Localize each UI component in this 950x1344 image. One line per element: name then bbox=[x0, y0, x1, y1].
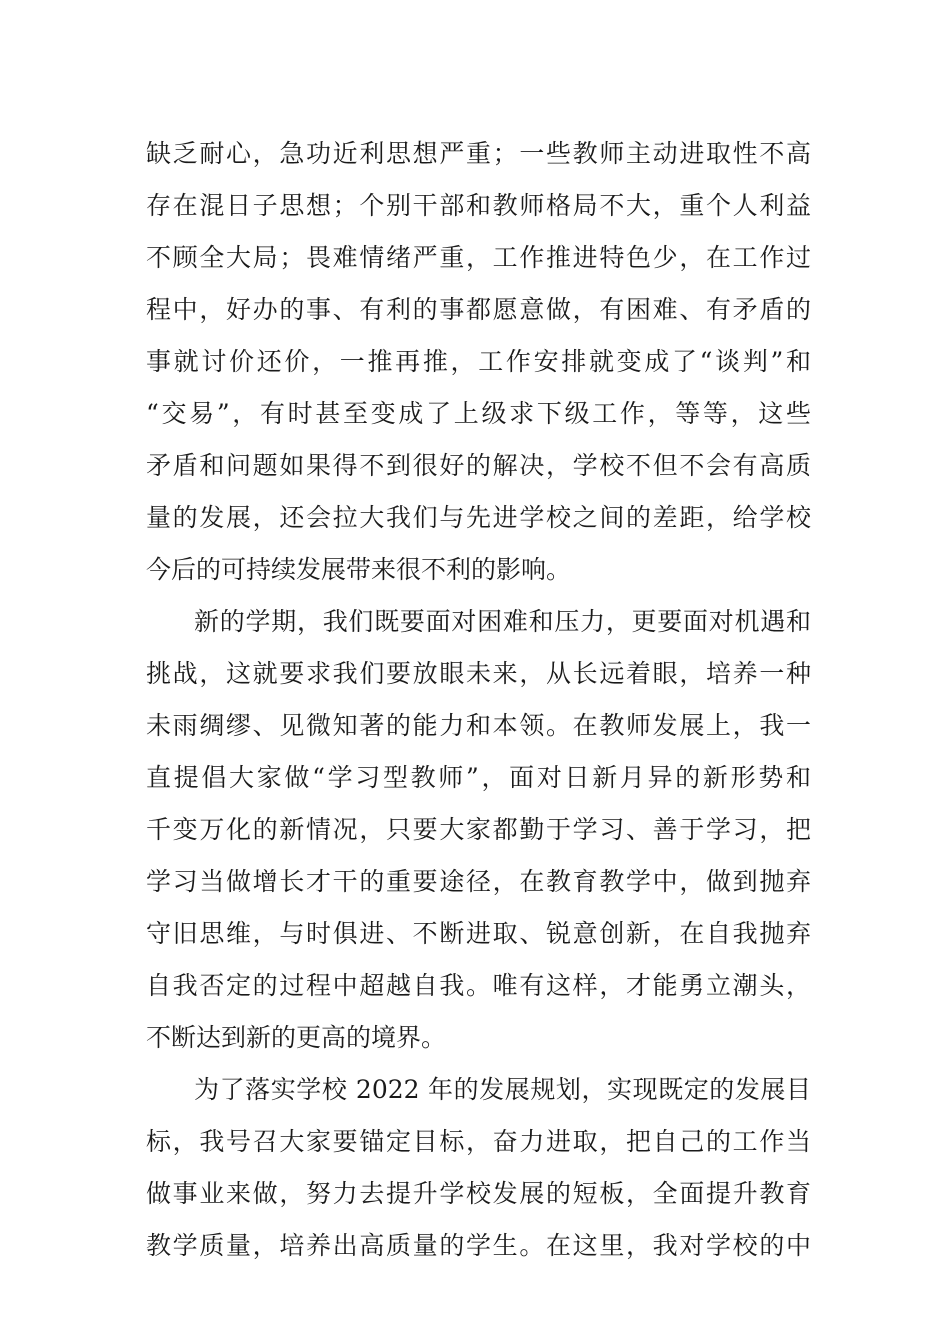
text-line: 挑战，这就要求我们要放眼未来，从长远着眼，培养一种 bbox=[146, 659, 811, 688]
text-line: 不断达到新的更高的境界。 bbox=[146, 1023, 447, 1052]
text-line: 矛盾和问题如果得不到很好的解决，学校不但不会有高质 bbox=[146, 451, 811, 480]
text-line: 量的发展，还会拉大我们与先进学校之间的差距，给学校 bbox=[146, 503, 811, 532]
text-line: 标，我号召大家要锚定目标，奋力进取，把自己的工作当 bbox=[146, 1127, 811, 1156]
text-line: 学习当做增长才干的重要途径，在教育教学中，做到抛弃 bbox=[146, 867, 811, 896]
text-line: 直提倡大家做“学习型教师”，面对日新月异的新形势和 bbox=[146, 763, 811, 792]
text-line: 程中，好办的事、有利的事都愿意做，有困难、有矛盾的 bbox=[146, 295, 811, 324]
text-line: 今后的可持续发展带来很不利的影响。 bbox=[146, 555, 572, 584]
text-line: 事就讨价还价，一推再推，工作安排就变成了“谈判”和 bbox=[146, 347, 811, 376]
text-line: 千变万化的新情况，只要大家都勤于学习、善于学习，把 bbox=[146, 815, 811, 844]
paragraph-first-line: 新的学期，我们既要面对困难和压力，更要面对机遇和 bbox=[194, 607, 811, 636]
text-line: 做事业来做，努力去提升学校发展的短板，全面提升教育 bbox=[146, 1179, 811, 1208]
text-line: 缺乏耐心，急功近利思想严重；一些教师主动进取性不高 bbox=[146, 139, 811, 168]
text-line: 自我否定的过程中超越自我。唯有这样，才能勇立潮头， bbox=[146, 971, 811, 1000]
text-line: 不顾全大局；畏难情绪严重，工作推进特色少，在工作过 bbox=[146, 243, 811, 272]
body-text bbox=[146, 128, 811, 1272]
text-line: “交易”，有时甚至变成了上级求下级工作，等等，这些 bbox=[146, 399, 811, 428]
text-line: 守旧思维，与时俱进、不断进取、锐意创新，在自我抛弃 bbox=[146, 919, 811, 948]
text-line: 未雨绸缪、见微知著的能力和本领。在教师发展上，我一 bbox=[146, 711, 811, 740]
text-line: 存在混日子思想；个别干部和教师格局不大，重个人利益 bbox=[146, 191, 811, 220]
text-line: 教学质量，培养出高质量的学生。在这里，我对学校的中 bbox=[146, 1231, 811, 1260]
paragraph-first-line: 为了落实学校 2022 年的发展规划，实现既定的发展目 bbox=[194, 1075, 811, 1104]
